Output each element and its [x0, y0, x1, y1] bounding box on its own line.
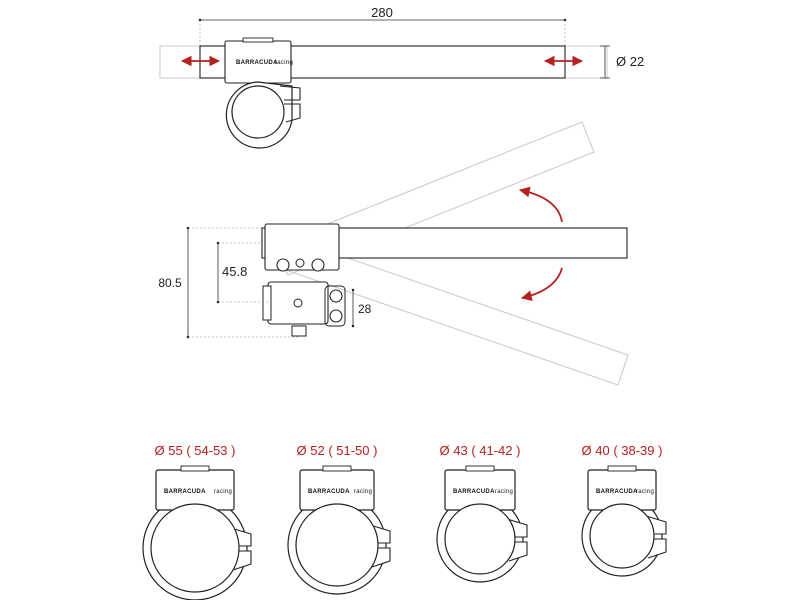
rotate-up-arrow — [520, 190, 562, 222]
clamp-variant — [582, 443, 666, 576]
side-view — [158, 122, 628, 385]
brand-label: BARRACUDA — [236, 60, 278, 66]
height-upper-label: 45.8 — [222, 264, 248, 279]
bolt-icon — [294, 299, 302, 307]
brand-sub-label: racing — [214, 489, 233, 495]
rotate-down-arrow — [522, 268, 562, 298]
brand-sub-label: racing — [275, 60, 294, 66]
ghost-bar-right — [565, 46, 607, 78]
height-lower-label: 28 — [358, 302, 372, 316]
bolt-icon — [296, 259, 304, 267]
brand-label: BARRACUDA — [308, 489, 350, 495]
clamp-ring-inner — [296, 504, 378, 586]
brand-label: BARRACUDA — [164, 489, 206, 495]
brand-label: BARRACUDA — [596, 489, 638, 495]
clamp-variant — [288, 443, 390, 594]
clamp-size-label: Ø 43 ( 41-42 ) — [439, 443, 521, 458]
clamp-cap — [466, 466, 494, 471]
brand-label: BARRACUDA — [453, 489, 495, 495]
clamp-variant — [437, 443, 527, 582]
side-clamp-edge — [263, 286, 271, 320]
length-label: 280 — [371, 5, 393, 20]
clamp-cap — [181, 466, 209, 471]
clamp-cap — [243, 38, 273, 42]
bolt-icon — [330, 310, 342, 322]
diameter-label: Ø 22 — [616, 54, 645, 69]
bolt-icon — [312, 259, 324, 271]
clamp-ring-top-view — [226, 82, 300, 148]
ghost-bar-left — [160, 46, 202, 78]
clamp-ring-inner — [445, 504, 515, 574]
brand-sub-label: racing — [636, 489, 655, 495]
bolt-icon — [277, 259, 289, 271]
clamp-size-label: Ø 52 ( 51-50 ) — [296, 443, 378, 458]
clamp-size-label: Ø 55 ( 54-53 ) — [154, 443, 236, 458]
clamp-cap — [608, 466, 636, 471]
clamp-foot — [292, 326, 306, 336]
clamp-size-variants — [143, 443, 666, 600]
height-total-label: 80.5 — [158, 276, 182, 290]
brand-sub-label: racing — [354, 489, 373, 495]
clamp-variant — [143, 443, 251, 600]
clamp-ring-inner — [151, 504, 239, 592]
clamp-size-label: Ø 40 ( 38-39 ) — [581, 443, 663, 458]
brand-sub-label: racing — [495, 489, 514, 495]
clamp-cap — [323, 466, 351, 471]
bolt-icon — [330, 290, 342, 302]
clamp-ring-inner — [590, 504, 654, 568]
